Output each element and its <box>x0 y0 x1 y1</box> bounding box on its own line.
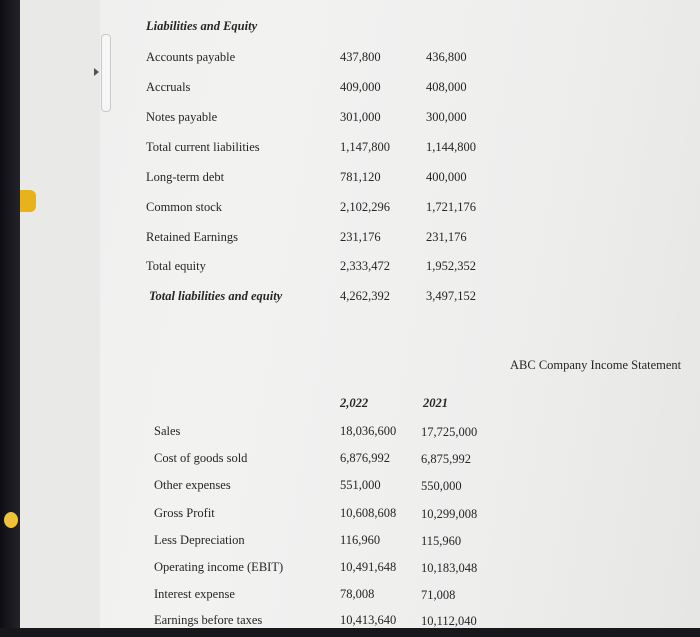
row-value-2021: 1,952,352 <box>426 259 476 273</box>
row-label: Earnings before taxes <box>154 613 263 627</box>
row-value-2021: 300,000 <box>426 110 467 124</box>
row-value-2021: 400,000 <box>426 170 467 184</box>
row-value-2021: 10,183,048 <box>421 561 478 575</box>
section-title-liabilities-equity: Liabilities and Equity <box>146 19 258 33</box>
row-value-2022: 2,333,472 <box>340 259 390 273</box>
row-value-2022: 10,608,608 <box>340 506 397 520</box>
row-value-2021: 6,875,992 <box>421 452 471 466</box>
row-label: Operating income (EBIT) <box>154 560 284 574</box>
row-label: Accounts payable <box>146 50 236 64</box>
row-value-2021: 115,960 <box>421 534 462 548</box>
row-value-2022: 6,876,992 <box>340 451 390 465</box>
row-value-2022: 18,036,600 <box>340 424 397 438</box>
row-value-2022: 409,000 <box>340 80 381 94</box>
sidebar-scroll-handle[interactable] <box>101 34 111 112</box>
row-value-2022: 2,102,296 <box>340 200 390 214</box>
column-header-2022: 2,022 <box>340 396 369 410</box>
row-value-2022: 551,000 <box>340 478 381 492</box>
row-label: Long-term debt <box>146 170 225 184</box>
row-label: Common stock <box>146 200 223 214</box>
column-header-2021: 2021 <box>423 396 448 410</box>
row-value-2021: 1,721,176 <box>426 200 476 214</box>
row-label: Gross Profit <box>154 506 215 520</box>
row-label: Less Depreciation <box>154 533 245 547</box>
monitor-bezel-bottom <box>0 628 700 637</box>
row-value-2021: 71,008 <box>421 588 456 602</box>
yellow-indicator-dot <box>4 512 18 528</box>
row-value-2021: 436,800 <box>426 50 467 64</box>
expand-arrow-icon[interactable] <box>94 68 99 76</box>
row-label: Other expenses <box>154 478 231 492</box>
row-value-2022: 116,960 <box>340 533 381 547</box>
row-value-2022: 301,000 <box>340 110 381 124</box>
row-value-2021: 550,000 <box>421 479 462 493</box>
row-label: Retained Earnings <box>146 230 238 244</box>
row-value-2022: 437,800 <box>340 50 381 64</box>
row-value-2022: 231,176 <box>340 230 381 244</box>
row-value-2022: 781,120 <box>340 170 381 184</box>
row-value-2021: 231,176 <box>426 230 467 244</box>
monitor-bezel-left <box>0 0 20 637</box>
row-label-total: Total liabilities and equity <box>149 289 283 303</box>
yellow-tab-marker <box>20 190 36 212</box>
row-value-2021: 10,299,008 <box>421 507 478 521</box>
row-value-2021: 3,497,152 <box>426 289 476 303</box>
row-value-2022: 10,491,648 <box>340 560 397 574</box>
left-gutter <box>20 0 100 628</box>
row-value-2022: 1,147,800 <box>340 140 390 154</box>
row-label: Total equity <box>146 259 206 273</box>
row-value-2021: 408,000 <box>426 80 467 94</box>
income-statement-title: ABC Company Income Statement <box>510 358 682 372</box>
row-label: Interest expense <box>154 587 235 601</box>
row-value-2021: 1,144,800 <box>426 140 476 154</box>
row-value-2021: 17,725,000 <box>421 425 478 439</box>
row-value-2022: 78,008 <box>340 587 375 601</box>
row-value-2021: 10,112,040 <box>421 614 477 628</box>
row-label: Total current liabilities <box>146 140 260 154</box>
row-label: Notes payable <box>146 110 218 124</box>
row-value-2022: 4,262,392 <box>340 289 390 303</box>
row-label: Sales <box>154 424 181 438</box>
row-label: Accruals <box>146 80 191 94</box>
row-label: Cost of goods sold <box>154 451 248 465</box>
row-value-2022: 10,413,640 <box>340 613 397 627</box>
